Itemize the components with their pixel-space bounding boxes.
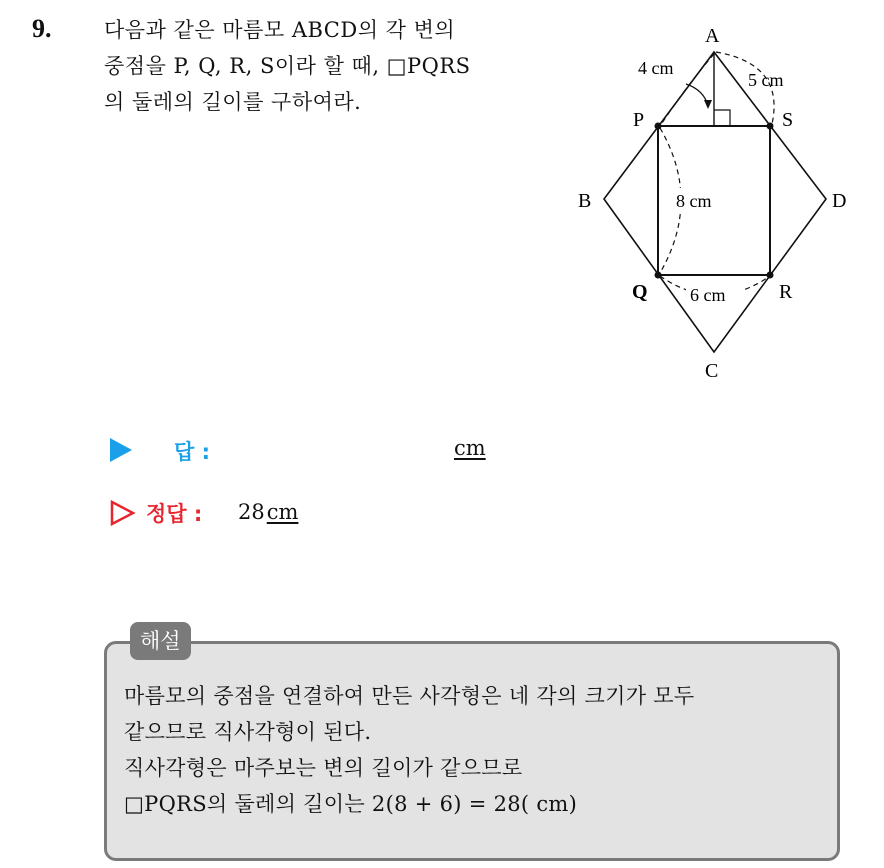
leader-arrow <box>686 84 708 106</box>
vertex-label-s: S <box>782 109 794 131</box>
length-label-pq: 8 cm <box>676 191 712 211</box>
answer-unit: cm <box>454 436 486 460</box>
question-line: 중점을 P, Q, R, S이라 할 때, □PQRS <box>104 54 471 78</box>
length-label-as: 5 cm <box>748 70 784 90</box>
question-line: 다음과 같은 마름모 ABCD의 각 변의 <box>104 18 456 42</box>
correct-answer-label: 정답 : <box>146 502 203 526</box>
solution-line: 같으므로 직사각형이 된다. <box>124 720 372 744</box>
vertex-label-a: A <box>705 25 720 47</box>
solution-line: 마름모의 중점을 연결하여 만든 사각형은 네 각의 크기가 모두 <box>124 684 695 708</box>
point-s <box>767 123 774 130</box>
solution-tag: 해설 <box>130 622 191 660</box>
question-text <box>104 12 564 120</box>
question-number: 9. <box>32 14 52 43</box>
vertex-label-c: C <box>705 360 719 382</box>
correct-answer-unit: cm <box>266 500 299 524</box>
solution-line: □PQRS의 둘레의 길이는 2(8 + 6) = 28( cm) <box>124 792 578 816</box>
vertex-label-b: B <box>578 190 592 212</box>
vertex-label-q: Q <box>632 281 648 303</box>
length-label-ap: 4 cm <box>638 58 674 78</box>
answer-label: 답 : <box>174 440 210 464</box>
correct-answer-row <box>110 496 530 530</box>
correct-answer-value <box>238 500 298 524</box>
vertex-label-r: R <box>779 281 793 303</box>
right-angle-mark <box>714 110 730 126</box>
point-q <box>655 272 662 279</box>
point-p <box>655 123 662 130</box>
outline-arrow-icon <box>110 500 136 526</box>
vertex-label-p: P <box>633 109 645 131</box>
point-r <box>767 272 774 279</box>
answer-row <box>110 434 530 466</box>
solution-text <box>124 678 834 822</box>
question-line: 의 둘레의 길이를 구하여라. <box>104 90 362 114</box>
play-arrow-icon <box>110 438 132 462</box>
vertex-label-d: D <box>832 190 847 212</box>
leader-arrowhead <box>704 100 712 109</box>
correct-answer-number: 28 <box>238 500 265 524</box>
solution-line: 직사각형은 마주보는 변의 길이가 같으므로 <box>124 756 523 780</box>
rhombus-figure <box>560 14 860 394</box>
length-label-qr: 6 cm <box>690 285 726 305</box>
